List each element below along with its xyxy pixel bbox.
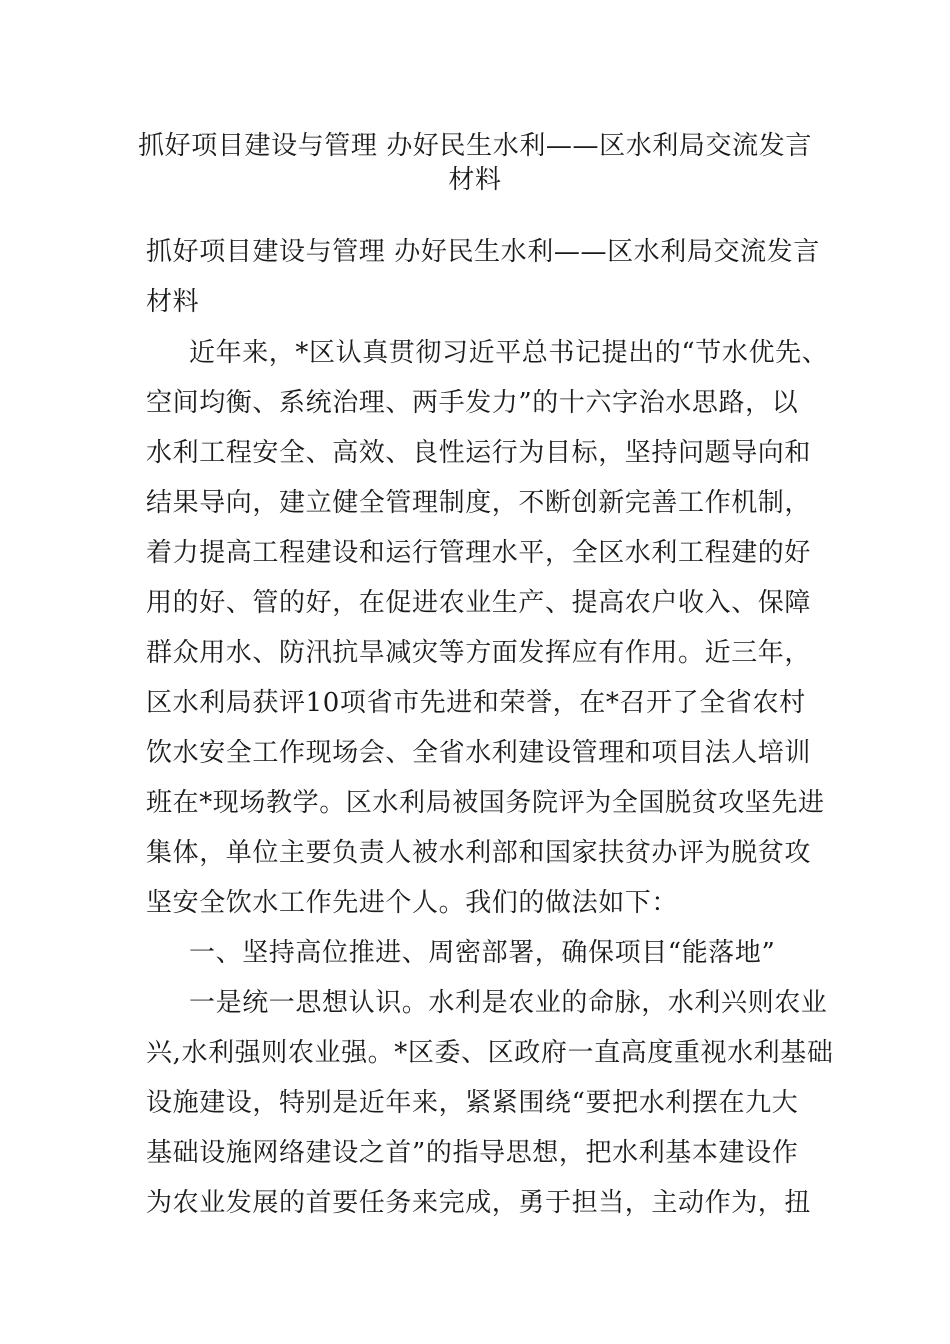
body-line: 兴,水利强则农业强。*区委、区政府一直高度重视水利基础	[146, 1038, 834, 1068]
body-line: 班在*现场教学。区水利局被国务院评为全国脱贫攻坚先进	[146, 788, 825, 818]
body-line: 近年来，*区认真贯彻习近平总书记提出的“节水优先、	[189, 338, 829, 368]
body-line: 结果导向，建立健全管理制度，不断创新完善工作机制，	[146, 488, 812, 518]
body-line: 着力提高工程建设和运行管理水平，全区水利工程建的好	[146, 538, 812, 568]
document-title	[100, 129, 850, 197]
body-line: 为农业发展的首要任务来完成，勇于担当，主动作为，扭	[146, 1188, 812, 1218]
title-line-2: 材料	[448, 165, 502, 195]
subtitle-line-1: 抓好项目建设与管理 办好民生水利——区水利局交流发言	[146, 237, 820, 267]
body-line: 水利工程安全、高效、良性运行为目标，坚持问题导向和	[146, 438, 812, 468]
title-line-1: 抓好项目建设与管理 办好民生水利——区水利局交流发言	[138, 131, 812, 161]
body-line: 一是统一思想认识。水利是农业的命脉，水利兴则农业	[189, 988, 828, 1018]
body-line: 基础设施网络建设之首”的指导思想，把水利基本建设作	[146, 1138, 799, 1168]
body-line: 设施建设，特别是近年来，紧紧围绕“要把水利摆在九大	[146, 1088, 799, 1118]
body-line: 集体，单位主要负责人被水利部和国家扶贫办评为脱贫攻	[146, 838, 812, 868]
body-line: 饮水安全工作现场会、全省水利建设管理和项目法人培训	[146, 738, 812, 768]
body-line: 群众用水、防汛抗旱减灾等方面发挥应有作用。近三年，	[146, 638, 812, 668]
body-line: 区水利局获评10项省市先进和荣誉，在*召开了全省农村	[146, 688, 806, 718]
body-line: 空间均衡、系统治理、两手发力”的十六字治水思路，以	[146, 388, 799, 418]
subtitle-line-2: 材料	[146, 287, 200, 317]
body-line: 用的好、管的好，在促进农业生产、提高农户收入、保障	[146, 588, 812, 618]
body-line: 坚安全饮水工作先进个人。我们的做法如下：	[146, 888, 679, 918]
section-heading: 一、坚持高位推进、周密部署，确保项目“能落地”	[189, 938, 776, 968]
